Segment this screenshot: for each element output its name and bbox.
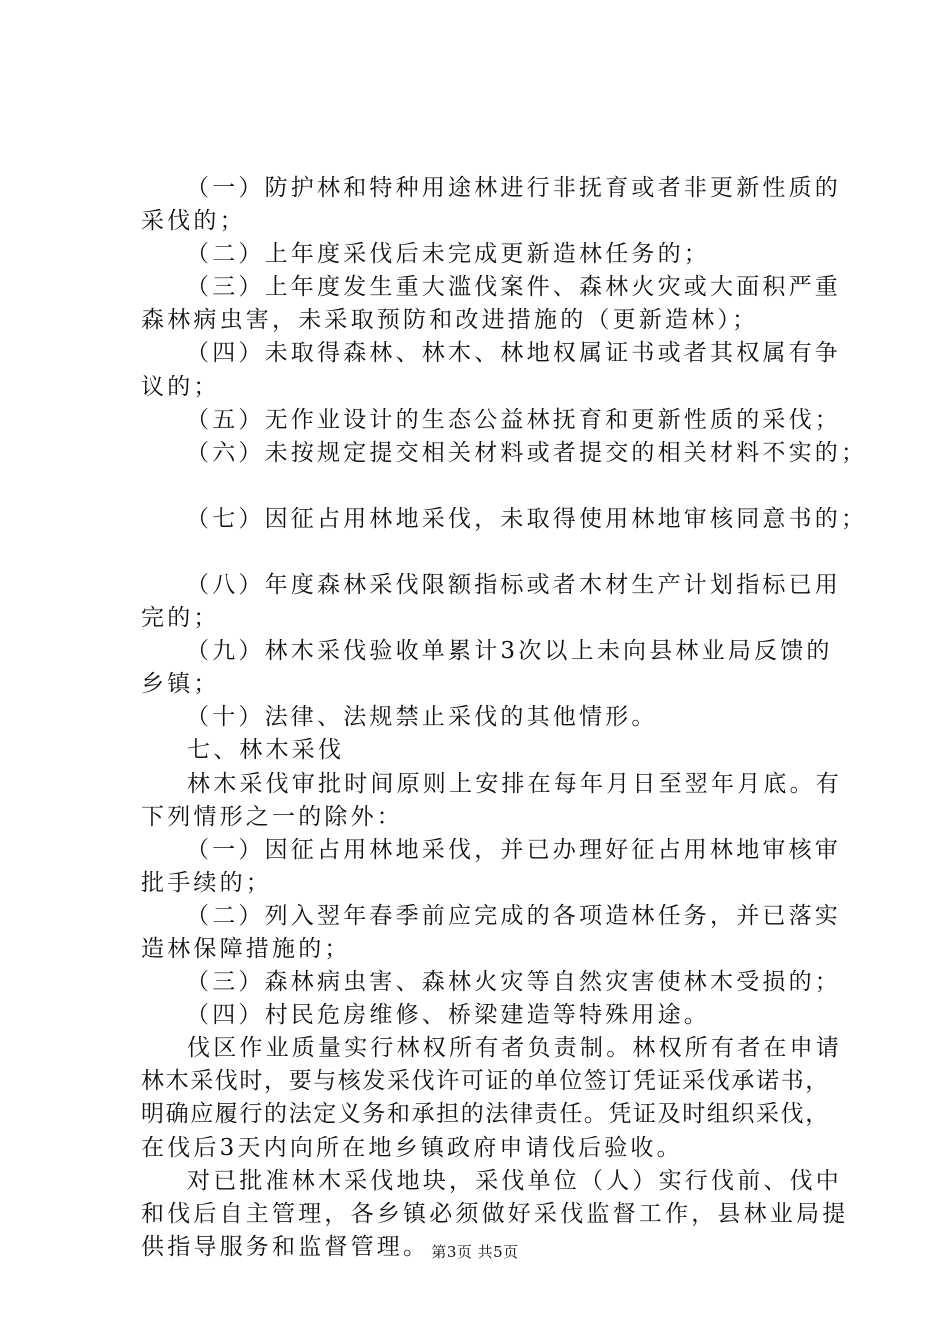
paragraph-line: （二）列入翌年春季前应完成的各项造林任务，并已落实 xyxy=(186,902,841,929)
paragraph-line: 下列情形之一的除外： xyxy=(141,803,403,830)
paragraph-line: （一）防护林和特种用途林进行非抚育或者非更新性质的 xyxy=(186,175,841,201)
paragraph-line: 对已批准林木采伐地块，采伐单位（人）实行伐前、伐中 xyxy=(187,1167,842,1194)
paragraph-line: 批手续的； xyxy=(141,869,272,896)
paragraph-line: （四）村民危房维修、桥梁建造等特殊用途。 xyxy=(186,1002,710,1029)
paragraph-line: 供指导服务和监督管理。 xyxy=(141,1233,430,1260)
blank-line xyxy=(141,470,836,503)
paragraph-line: （七）因征占用林地采伐，未取得使用林地审核同意书的； xyxy=(186,505,868,532)
blank-line xyxy=(141,536,836,569)
paragraph-line: 采伐的； xyxy=(141,208,246,235)
paragraph-line: （二）上年度采伐后未完成更新造林任务的； xyxy=(186,241,710,268)
paragraph-line: 林木采伐审批时间原则上安排在每年月日至翌年月底。有 xyxy=(187,770,842,797)
paragraph-line: 伐区作业质量实行林权所有者负责制。林权所有者在申请 xyxy=(187,1035,842,1062)
paragraph-line: 明确应履行的法定义务和承担的法律责任。凭证及时组织采伐， xyxy=(141,1101,830,1128)
paragraph-line: 和伐后自主管理，各乡镇必须做好采伐监督工作，县林业局提 xyxy=(141,1200,849,1227)
paragraph-line: 完的； xyxy=(141,605,220,632)
paragraph-line: （五）无作业设计的生态公益林抚育和更新性质的采伐； xyxy=(186,406,841,433)
paragraph-line: （四）未取得森林、林木、林地权属证书或者其权属有争 xyxy=(186,340,841,367)
section-heading: 七、林木采伐 xyxy=(187,737,345,764)
paragraph-line: （三）上年度发生重大滥伐案件、森林火灾或大面积严重 xyxy=(186,274,841,301)
document-body xyxy=(141,172,868,1264)
paragraph-line: （一）因征占用林地采伐，并已办理好征占用林地审核审 xyxy=(186,836,841,863)
paragraph-line: （六）未按规定提交相关材料或者提交的相关材料不实的； xyxy=(186,439,868,466)
paragraph-line: （三）森林病虫害、森林火灾等自然灾害使林木受损的； xyxy=(186,969,841,996)
paragraph-line: 议的； xyxy=(141,373,220,400)
paragraph-line: 森林病虫害，未采取预防和改进措施的（更新造林）； xyxy=(141,307,759,334)
paragraph-line: 在伐后3天内向所在地乡镇政府申请伐后验收。 xyxy=(141,1134,683,1161)
paragraph-line: 乡镇； xyxy=(141,671,220,698)
paragraph-line: （八）年度森林采伐限额指标或者木材生产计划指标已用 xyxy=(186,571,841,598)
paragraph-line: 造林保障措施的； xyxy=(141,935,351,962)
paragraph-line: （九）林木采伐验收单累计3次以上未向县林业局反馈的 xyxy=(186,638,833,665)
page-number-footer: 第3页 共5页 xyxy=(431,1243,519,1261)
paragraph-line: （十）法律、法规禁止采伐的其他情形。 xyxy=(186,704,658,731)
paragraph-line: 林木采伐时，要与核发采伐许可证的单位签订凭证采伐承诺书， xyxy=(141,1068,830,1095)
